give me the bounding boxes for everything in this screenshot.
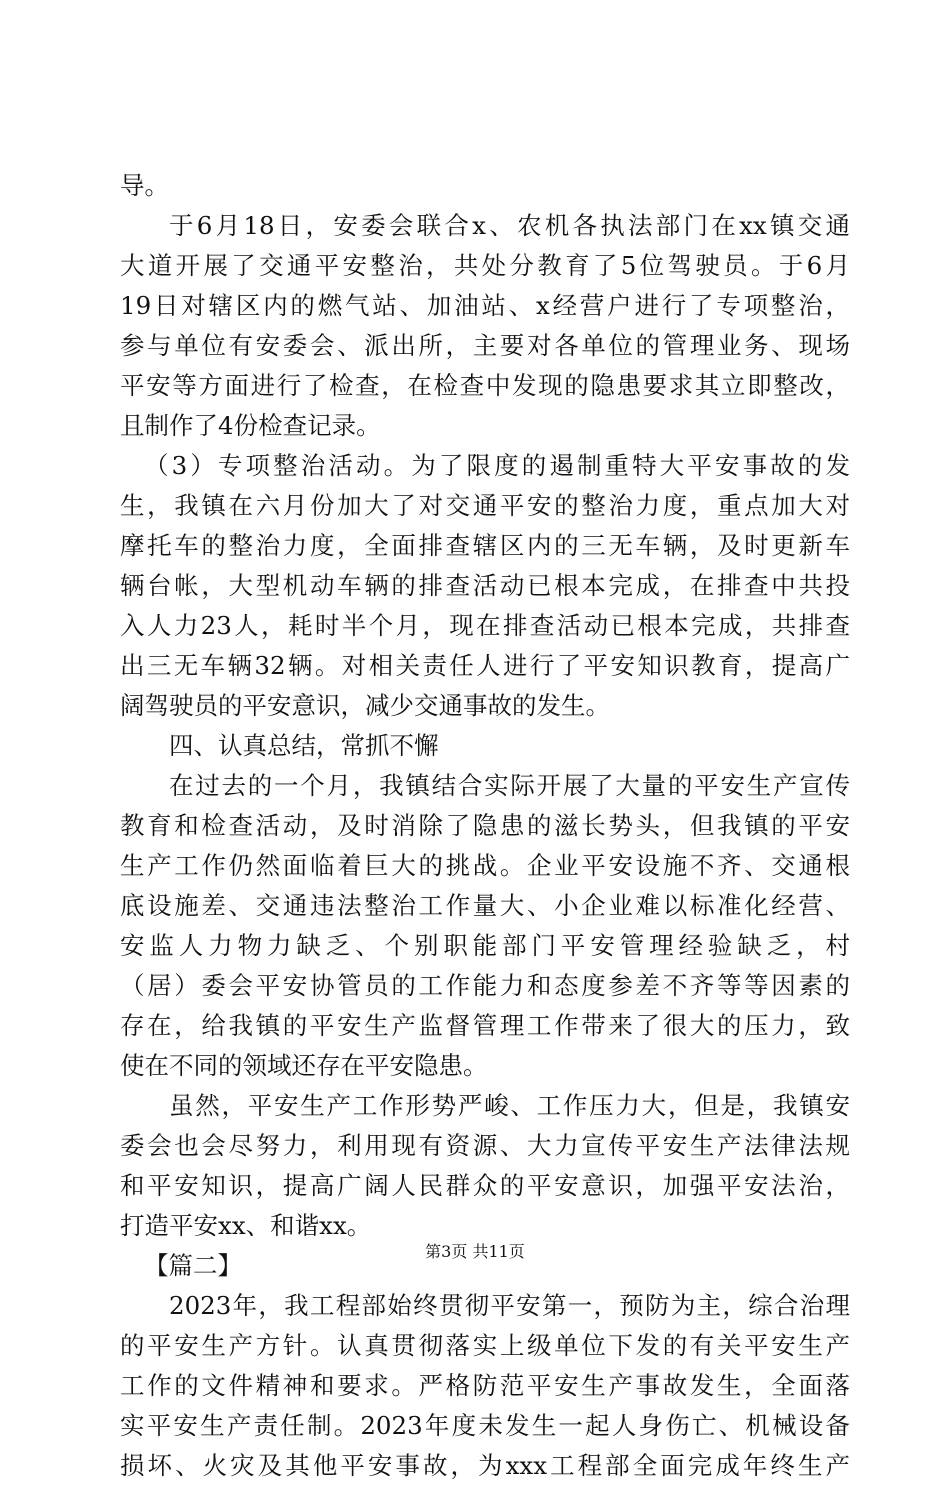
- text-line-12: 入人力23人，耗时半个月，现在排查活动已根本完成，共排查: [120, 611, 850, 640]
- text-line-27: 打造平安xx、和谐xx。: [120, 1211, 372, 1240]
- text-line-14: 阔驾驶员的平安意识，减少交通事故的发生。: [120, 691, 610, 720]
- text-line-1: 导。: [120, 171, 169, 200]
- text-line-26: 和平安知识，提高广阔人民群众的平安意识，加强平安法治，: [120, 1171, 850, 1200]
- text-line-4: 19日对辖区内的燃气站、加油站、x经营户进行了专项整治，: [120, 291, 850, 320]
- text-line-7: 且制作了4份检查记录。: [120, 411, 381, 440]
- text-line-31: 工作的文件精神和要求。严格防范平安生产事故发生，全面落: [120, 1371, 850, 1400]
- text-line-20: 安监人力物力缺乏、个别职能部门平安管理经验缺乏，村: [120, 931, 850, 960]
- text-line-24: 虽然，平安生产工作形势严峻、工作压力大，但是，我镇安: [169, 1091, 850, 1120]
- text-line-3: 大道开展了交通平安整治，共处分教育了5位驾驶员。于6月: [120, 251, 850, 280]
- page-footer: 第3页 共11页: [425, 1242, 525, 1261]
- text-line-11: 辆台帐，大型机动车辆的排查活动已根本完成，在排查中共投: [120, 571, 850, 600]
- text-line-21: （居）委会平安协管员的工作能力和态度参差不齐等等因素的: [120, 971, 850, 1000]
- text-line-25: 委会也会尽努力，利用现有资源、大力宣传平安生产法律法规: [120, 1131, 850, 1160]
- text-line-8: （3）专项整治活动。为了限度的遏制重特大平安事故的发: [144, 451, 850, 480]
- text-line-32: 实平安生产责任制。2023年度未发生一起人身伤亡、机械设备: [120, 1411, 850, 1440]
- text-line-13: 出三无车辆32辆。对相关责任人进行了平安知识教育，提高广: [120, 651, 850, 680]
- body-text: [120, 166, 850, 1486]
- chapter-heading: 【篇二】: [144, 1251, 242, 1280]
- text-line-16: 在过去的一个月，我镇结合实际开展了大量的平安生产宣传: [169, 771, 850, 800]
- text-line-9: 生，我镇在六月份加大了对交通平安的整治力度，重点加大对: [120, 491, 850, 520]
- text-line-17: 教育和检查活动，及时消除了隐患的滋长势头，但我镇的平安: [120, 811, 850, 840]
- text-line-10: 摩托车的整治力度，全面排查辖区内的三无车辆，及时更新车: [120, 531, 850, 560]
- text-line-19: 底设施差、交通违法整治工作量大、小企业难以标准化经营、: [120, 891, 850, 920]
- text-line-30: 的平安生产方针。认真贯彻落实上级单位下发的有关平安生产: [120, 1331, 850, 1360]
- section-heading: 四、认真总结，常抓不懈: [169, 731, 439, 760]
- text-line-6: 平安等方面进行了检查，在检查中发现的隐患要求其立即整改，: [120, 371, 850, 400]
- text-line-2: 于6月18日，安委会联合x、农机各执法部门在xx镇交通: [169, 211, 850, 240]
- text-line-23: 使在不同的领域还存在平安隐患。: [120, 1051, 488, 1080]
- text-line-18: 生产工作仍然面临着巨大的挑战。企业平安设施不齐、交通根: [120, 851, 850, 880]
- text-line-5: 参与单位有安委会、派出所，主要对各单位的管理业务、现场: [120, 331, 850, 360]
- text-line-29: 2023年，我工程部始终贯彻平安第一，预防为主，综合治理: [169, 1291, 850, 1320]
- text-line-33: 损坏、火灾及其他平安事故，为xxx工程部全面完成年终生产: [120, 1451, 850, 1480]
- text-line-22: 存在，给我镇的平安生产监督管理工作带来了很大的压力，致: [120, 1011, 850, 1040]
